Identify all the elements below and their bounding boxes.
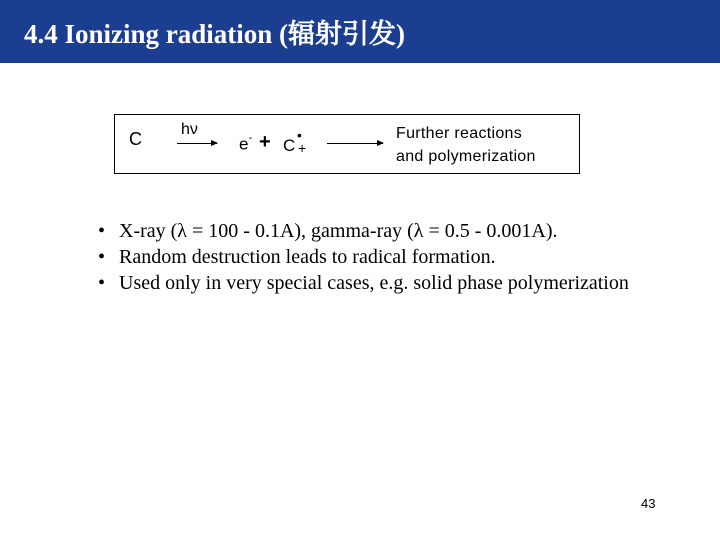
radical-dot: •: [297, 127, 302, 143]
electron-symbol: e: [239, 134, 249, 154]
page-number: 43: [641, 496, 656, 511]
bullet-marker: •: [98, 272, 106, 294]
radical-cation-symbol: C: [283, 136, 296, 155]
bullet-item: [98, 270, 698, 296]
product-line-1: Further reactions: [396, 125, 523, 142]
bullet-item: [98, 244, 698, 270]
electron-label: [239, 134, 252, 155]
radical-cation: [283, 127, 307, 156]
bullet-list: [98, 218, 698, 296]
slide-title: 4.4 Ionizing radiation (辐射引发): [24, 19, 406, 49]
product-text: [396, 122, 536, 168]
bullet-item: [98, 218, 698, 244]
bullet-text: X-ray (λ = 100 - 0.1A), gamma-ray (λ = 0.5 - 0.001A).: [119, 220, 558, 242]
bullet-marker: •: [98, 246, 106, 268]
cation-charge: +: [298, 140, 307, 156]
reaction-arrow-2: [327, 143, 383, 144]
title-bar: [0, 0, 720, 63]
electron-charge: -: [248, 132, 253, 144]
plus-sign: +: [259, 131, 271, 153]
bullet-text: Random destruction leads to radical formation.: [119, 246, 496, 268]
product-line-2: and polymerization: [396, 148, 536, 165]
bullet-marker: •: [98, 220, 106, 242]
energy-label: hν: [181, 121, 198, 138]
reaction-arrow-1: [177, 143, 217, 144]
bullet-text: Used only in very special cases, e.g. solid phase polymerization: [119, 272, 629, 294]
reactant-label: C: [129, 129, 142, 149]
reaction-scheme: [114, 114, 580, 174]
